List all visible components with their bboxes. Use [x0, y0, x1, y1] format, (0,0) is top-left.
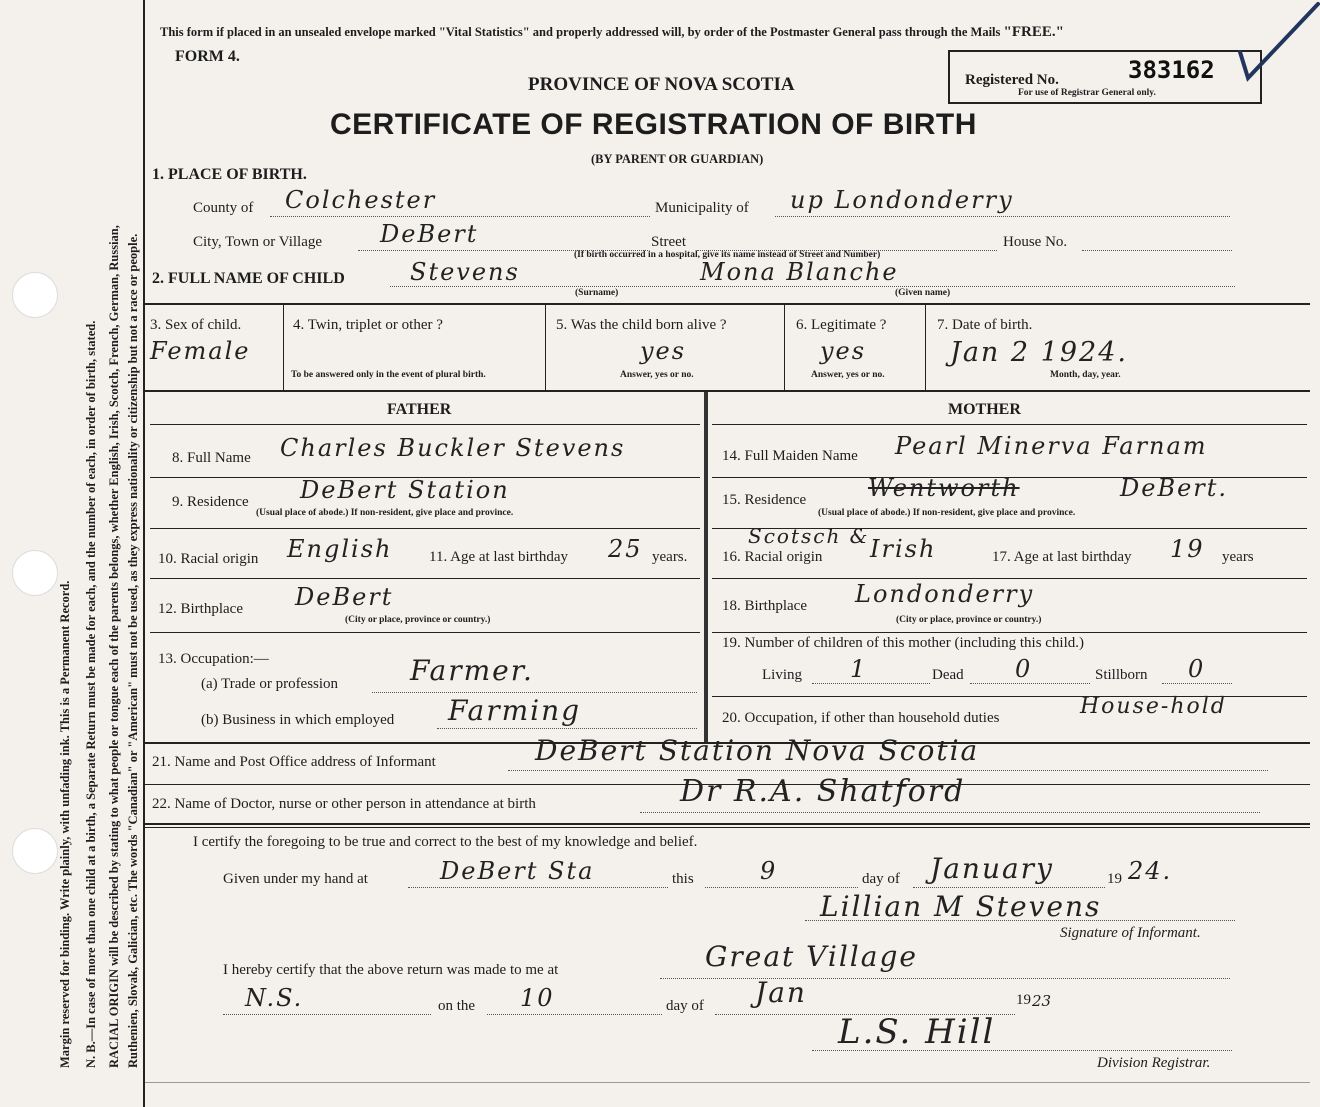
given-label: Given under my hand at — [223, 871, 368, 887]
child-given-name: Mona Blanche — [700, 258, 899, 286]
mother-race-top: Scotsch & — [748, 524, 870, 548]
subtitle: (BY PARENT OR GUARDIAN) — [591, 152, 764, 166]
child-name-label: 2. FULL NAME OF CHILD — [152, 270, 345, 287]
mother-birthplace-note: (City or place, province or country.) — [896, 615, 1042, 625]
mother-age-label: 17. Age at last birthday — [992, 549, 1132, 565]
dob-note: Month, day, year. — [1050, 370, 1121, 380]
mother-race-label: 16. Racial origin — [722, 549, 823, 565]
margin-note: RACIAL ORIGIN will be described by stating to what people or tongue each of the parents belongs, whether English, Irish, Scotch, French, German, Russian, — [107, 225, 121, 1068]
margin-note: N. B.—In case of more than one child at a birth, a Separate Return must be made for each, and the number of each, in order of birth, stated. — [84, 320, 98, 1068]
day-of-label: day of — [862, 871, 900, 887]
county-label: County of — [193, 200, 254, 216]
father-business-label: (b) Business in which employed — [201, 712, 395, 728]
doctor-label: 22. Name of Doctor, nurse or other person in attendance at birth — [152, 796, 536, 812]
informant-value: DeBert Station Nova Scotia — [535, 734, 980, 767]
father-years: years. — [652, 549, 688, 565]
twin-note: To be answered only in the event of plural birth. — [291, 370, 486, 380]
given-note: (Given name) — [895, 288, 951, 298]
father-age-label: 11. Age at last birthday — [429, 549, 568, 565]
alive-note: Answer, yes or no. — [620, 370, 694, 380]
father-heading: FATHER — [387, 401, 452, 418]
alive-value: yes — [640, 337, 687, 365]
city-label: City, Town or Village — [193, 234, 323, 250]
living-label: Living — [762, 667, 802, 683]
street-label: Street — [651, 234, 686, 250]
check-mark — [1230, 0, 1320, 95]
county-value: Colchester — [285, 186, 437, 214]
certify-statement: I certify the foregoing to be true and correct to the best of my knowledge and belief. — [193, 834, 698, 850]
informant-label: 21. Name and Post Office address of Informant — [152, 754, 436, 770]
sex-value: Female — [150, 337, 251, 365]
registrar-day: 10 — [520, 984, 555, 1012]
surname-note: (Surname) — [575, 288, 619, 298]
given-place: DeBert Sta — [440, 857, 595, 885]
signature-label: Signature of Informant. — [1060, 925, 1201, 941]
this-day: 9 — [760, 857, 778, 885]
mail-free: "FREE." — [1003, 24, 1064, 40]
city-value: DeBert — [380, 220, 479, 248]
registrar-note: For use of Registrar General only. — [1018, 88, 1156, 98]
registered-label: Registered No. — [965, 72, 1059, 88]
father-business: Farming — [448, 694, 582, 727]
dob-value: Jan 2 1924. — [950, 337, 1128, 368]
mother-birthplace-label: 18. Birthplace — [722, 598, 807, 614]
mother-years: years — [1222, 549, 1254, 565]
punch-hole — [12, 272, 58, 318]
father-residence: DeBert Station — [300, 476, 510, 504]
mother-residence-note: (Usual place of abode.) If non-resident, give place and province. — [818, 508, 1076, 518]
mail-notice-text: This form if placed in an unsealed envelope marked "Vital Statistics" and properly addressed will, by order of the Postmaster General pass through the Mails — [160, 25, 1001, 39]
mother-race: Irish — [870, 535, 937, 563]
legit-value: yes — [820, 337, 867, 365]
father-trade: Farmer. — [410, 654, 534, 687]
municipality-label: Municipality of — [655, 200, 749, 216]
registrar-day-of-label: day of — [666, 998, 704, 1014]
mother-children-label: 19. Number of children of this mother (including this child.) — [722, 635, 1085, 651]
house-label: House No. — [1003, 234, 1068, 250]
father-birthplace-note: (City or place, province or country.) — [345, 615, 491, 625]
margin-note: Ruthenien, Slovak, Galician, etc. The words "Canadian" or "American" must not be used, as they express nationality or citizenship but not a race or people. — [126, 233, 140, 1068]
mother-residence: DeBert. — [1120, 474, 1229, 502]
father-age: 25 — [608, 535, 643, 563]
father-birthplace: DeBert — [295, 583, 394, 611]
registered-box — [948, 50, 1262, 104]
mother-name-label: 14. Full Maiden Name — [722, 448, 858, 464]
father-name: Charles Buckler Stevens — [280, 434, 626, 462]
on-the-label: on the — [438, 998, 476, 1014]
registrar-place: Great Village — [705, 940, 918, 973]
stillborn-label: Stillborn — [1095, 667, 1148, 683]
alive-label: 5. Was the child born alive ? — [556, 317, 727, 333]
father-trade-label: (a) Trade or profession — [201, 676, 339, 692]
father-residence-note: (Usual place of abode.) If non-resident, give place and province. — [256, 508, 514, 518]
stillborn-value: 0 — [1188, 655, 1206, 683]
registered-number: 383162 — [1128, 56, 1215, 84]
registrar-statement: I hereby certify that the above return was made to me at — [223, 962, 559, 978]
father-birthplace-label: 12. Birthplace — [158, 601, 243, 617]
dob-label: 7. Date of birth. — [937, 317, 1033, 333]
sex-label: 3. Sex of child. — [150, 317, 242, 333]
punch-hole — [12, 828, 58, 874]
binding-margin — [0, 0, 145, 1107]
registrar-signature-label: Division Registrar. — [1097, 1055, 1211, 1071]
registrar-year-prefix: 19 — [1016, 992, 1031, 1008]
mother-occupation-label: 20. Occupation, if other than household duties — [722, 710, 1000, 726]
page-title: CERTIFICATE OF REGISTRATION OF BIRTH — [330, 108, 977, 141]
form-number: FORM 4. — [175, 48, 240, 65]
mother-age: 19 — [1170, 535, 1205, 563]
mother-birthplace: Londonderry — [855, 580, 1035, 608]
margin-note: Margin reserved for binding. Write plainly, with unfading ink. This is a Permanent Record. — [58, 580, 72, 1068]
registrar-month: Jan — [755, 976, 807, 1009]
mother-residence-label: 15. Residence — [722, 492, 807, 508]
mother-residence-struck: Wentworth — [868, 474, 1020, 502]
certify-month: January — [930, 852, 1054, 885]
father-name-label: 8. Full Name — [172, 450, 251, 466]
dead-value: 0 — [1015, 655, 1033, 683]
father-race: English — [287, 535, 393, 563]
mother-name: Pearl Minerva Farnam — [895, 432, 1208, 460]
father-residence-label: 9. Residence — [172, 494, 249, 510]
mother-heading: MOTHER — [948, 401, 1021, 418]
doctor-value: Dr R.A. Shatford — [680, 774, 966, 809]
certify-year: 24. — [1128, 857, 1173, 885]
registrar-signature: L.S. Hill — [838, 1012, 996, 1052]
province: PROVINCE OF NOVA SCOTIA — [528, 74, 795, 95]
registrar-year: 23 — [1032, 992, 1052, 1010]
punch-hole — [12, 550, 58, 596]
mail-notice — [160, 24, 1064, 41]
living-value: 1 — [850, 655, 868, 683]
registrar-province: N.S. — [245, 984, 304, 1012]
father-race-label: 10. Racial origin — [158, 551, 259, 567]
mother-occupation: House-hold — [1080, 694, 1227, 719]
municipality-value: up Londonderry — [790, 186, 1014, 214]
certify-year-prefix: 19 — [1107, 871, 1122, 887]
legit-note: Answer, yes or no. — [811, 370, 885, 380]
informant-signature: Lillian M Stevens — [820, 890, 1102, 923]
father-occupation-label: 13. Occupation:— — [158, 651, 269, 667]
street-note: (If birth occurred in a hospital, give its name instead of Street and Number) — [574, 250, 881, 260]
legit-label: 6. Legitimate ? — [796, 317, 887, 333]
place-heading: 1. PLACE OF BIRTH. — [152, 166, 307, 183]
dead-label: Dead — [932, 667, 964, 683]
this-label: this — [672, 871, 694, 887]
twin-label: 4. Twin, triplet or other ? — [293, 317, 443, 333]
child-surname: Stevens — [410, 258, 520, 286]
